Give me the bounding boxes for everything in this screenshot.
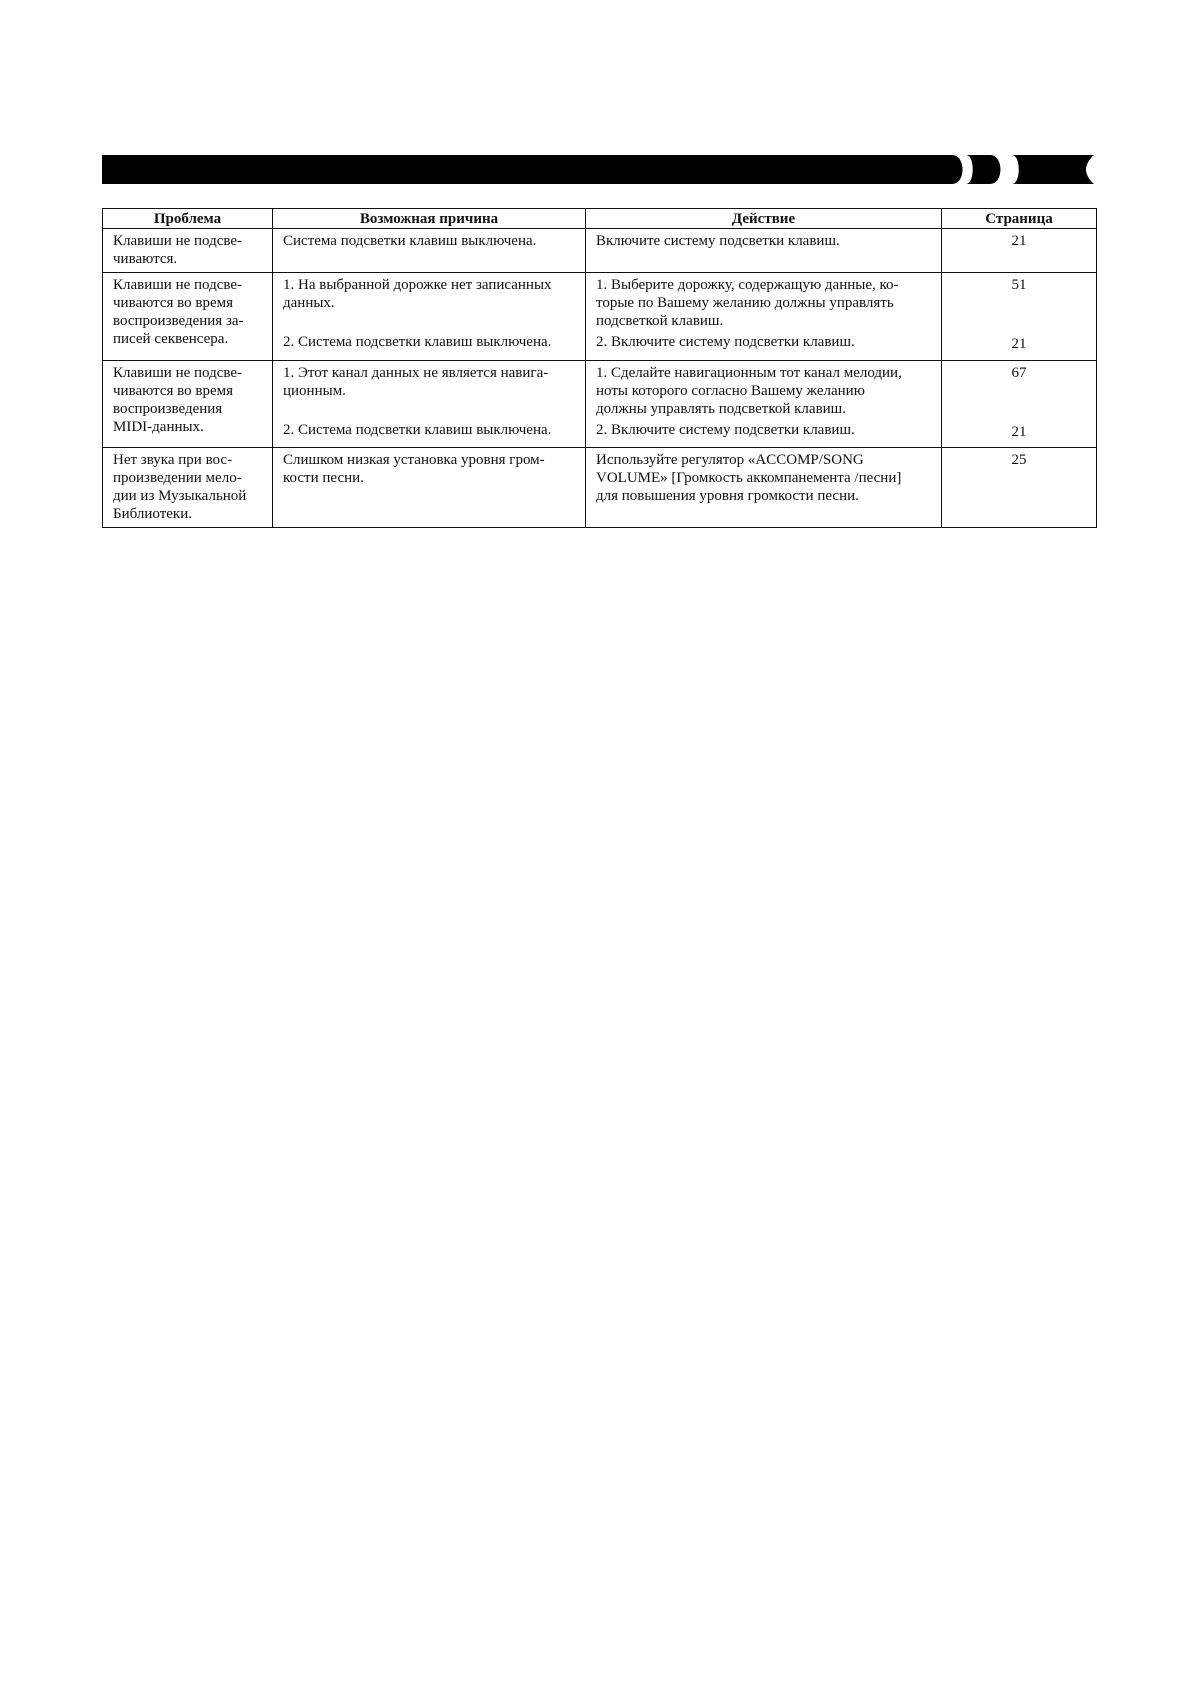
action-line: ноты которого согласно Вашему желанию (596, 383, 865, 399)
problem-line: чиваются во время (113, 383, 234, 399)
cause-line: 1. Этот канал данных не является навига- (283, 365, 549, 381)
action-line: Используйте регулятор «ACCOMP/SONG (596, 452, 864, 468)
cause-line: ционным. (283, 383, 346, 399)
cause-line: 2. Система подсветки клавиш выключена. (283, 422, 552, 438)
problem-line: чиваются. (113, 251, 178, 267)
page-cell (942, 229, 1097, 273)
problem-cell (103, 229, 273, 273)
table-row (103, 361, 1097, 448)
cause-cell (273, 273, 586, 361)
action-cell (586, 361, 942, 448)
column-header-problem: Проблема (103, 209, 273, 229)
action-line: 1. Выберите дорожку, содержащую данные, ко- (596, 277, 899, 293)
cause-cell (273, 361, 586, 448)
troubleshooting-table (102, 208, 1097, 528)
header-band-main-segment (102, 155, 963, 184)
problem-cell (103, 273, 273, 361)
column-header-action: Действие (586, 209, 942, 229)
page-cell (942, 273, 1097, 361)
page-number: 25 (1011, 452, 1027, 468)
action-line: для повышения уровня громкости песни. (596, 488, 859, 504)
header-band-chevron-segment (966, 155, 1001, 184)
problem-line: Нет звука при вос- (113, 452, 233, 468)
action-line: 1. Сделайте навигационным тот канал мелодии, (596, 365, 902, 381)
cause-line: кости песни. (283, 470, 364, 486)
problem-line: Клавиши не подсве- (113, 277, 243, 293)
problem-cell (103, 361, 273, 448)
problem-line: Клавиши не подсве- (113, 365, 243, 381)
action-cell (586, 273, 942, 361)
cause-cell (273, 448, 586, 528)
header-band (0, 0, 1190, 200)
page-number: 21 (1011, 424, 1027, 440)
action-line: торые по Вашему желанию должны управлять (596, 295, 894, 311)
problem-line: дии из Музыкальной (113, 488, 247, 504)
cause-line: 2. Система подсветки клавиш выключена. (283, 334, 552, 350)
page-number: 67 (1011, 365, 1027, 381)
problem-line: Клавиши не подсве- (113, 233, 243, 249)
problem-cell (103, 448, 273, 528)
table-row (103, 273, 1097, 361)
problem-line: MIDI-данных. (113, 419, 204, 435)
column-header-page: Страница (942, 209, 1097, 229)
problem-line: чиваются во время (113, 295, 234, 311)
header-band-end-segment (1012, 155, 1094, 184)
page-number: 21 (1011, 336, 1027, 352)
action-line: VOLUME» [Громкость аккомпанемента /песни] (596, 470, 902, 486)
problem-line: писей секвенсера. (113, 331, 229, 347)
cause-cell (273, 229, 586, 273)
action-line: 2. Включите систему подсветки клавиш. (596, 422, 855, 438)
problem-line: воспроизведения за- (113, 313, 244, 329)
problem-line: воспроизведения (113, 401, 223, 417)
action-line: Включите систему подсветки клавиш. (596, 233, 840, 249)
problem-line: Библиотеки. (113, 506, 192, 522)
page-cell (942, 448, 1097, 528)
problem-line: произведении мело- (113, 470, 242, 486)
page-number: 21 (1011, 233, 1027, 249)
table-row (103, 448, 1097, 528)
table-row (103, 229, 1097, 273)
action-cell (586, 229, 942, 273)
page-number: 51 (1011, 277, 1027, 293)
cause-line: Слишком низкая установка уровня гром- (283, 452, 545, 468)
action-line: подсветкой клавиш. (596, 313, 724, 329)
column-header-cause: Возможная причина (273, 209, 586, 229)
page-cell (942, 361, 1097, 448)
cause-line: данных. (283, 295, 335, 311)
action-cell (586, 448, 942, 528)
cause-line: Система подсветки клавиш выключена. (283, 233, 537, 249)
action-line: должны управлять подсветкой клавиш. (596, 401, 846, 417)
cause-line: 1. На выбранной дорожке нет записанных (283, 277, 552, 293)
table-header-row (103, 209, 1097, 229)
action-line: 2. Включите систему подсветки клавиш. (596, 334, 855, 350)
